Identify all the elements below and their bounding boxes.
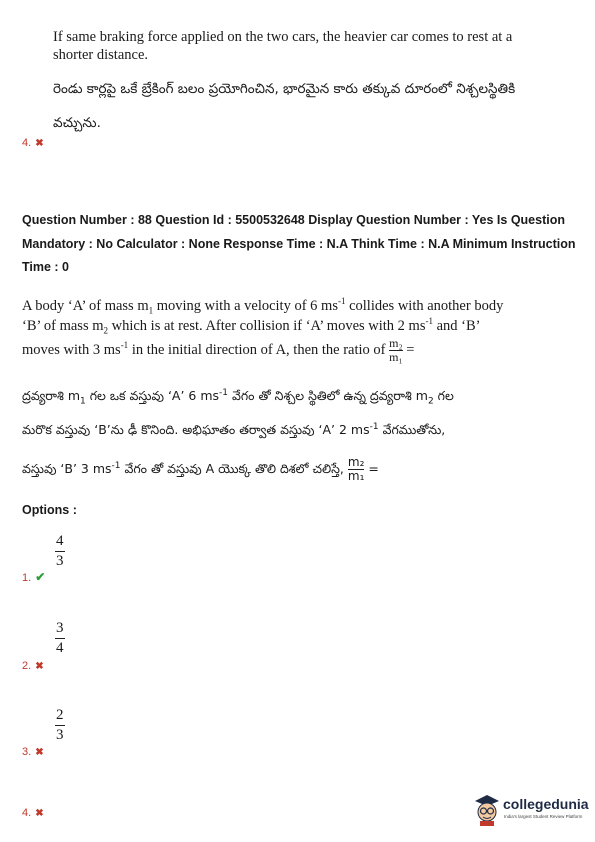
cross-icon: ✖ <box>35 808 44 819</box>
question-en-line3: moves with 3 $ms^{-1}$ in the initial direction of A, then the ratio of $\frac{\text{m₂}}{\text{m₁}}$ = <box>22 336 415 364</box>
logo-tagline: India's largest Student Review Platform <box>504 814 583 819</box>
check-icon: ✔ <box>35 570 46 584</box>
option-2-fraction: $\frac{3}{4}$ <box>56 620 64 656</box>
prev-answer-te-line2: వచ్చును. <box>53 115 101 131</box>
option-1-fraction: $\frac{4}{3}$ <box>56 533 64 569</box>
question-en-line1: A body ‘A’ of mass $m_1$ moving with a velocity of 6 $ms^{-1}$ collides with another body <box>22 296 504 316</box>
prev-answer-en-line2: shorter distance. <box>53 47 149 63</box>
question-meta-line2: Mandatory : No Calculator : None Response Time : N.A Think Time : N.A Minimum Instruction <box>22 237 576 251</box>
collegedunia-logo <box>472 793 590 829</box>
cross-icon: ✖ <box>35 747 44 758</box>
prev-answer-en-line1: If same braking force applied on the two cars, the heavier car comes to rest at a <box>53 29 513 45</box>
cross-icon: ✖ <box>35 661 44 672</box>
question-en-line2: ‘B’ of mass $m_2$ which is at rest. After collision if ‘A’ moves with 2 $ms^{-1}$ and ‘B’ <box>22 316 481 336</box>
option-3[interactable] <box>22 742 44 760</box>
option-number: 4. <box>22 137 32 149</box>
question-meta-line3: Time : 0 <box>22 260 70 274</box>
prev-option-4 <box>22 133 44 151</box>
question-te-line2: మరొక వస్తువు ‘B’ను ఢీ కొనింది. అభిఘాతం తర్వాత వస్తువు ‘A’ 2 $ms^{-1}$ వేగముతోను, <box>22 422 446 438</box>
option-number: 2. <box>22 660 32 672</box>
option-4[interactable] <box>22 803 44 821</box>
question-te-line1: ద్రవ్యరాశి $m_1$ గల ఒక వస్తువు ‘A’ 6 $ms^{-1}$ వేగం తో నిశ్చల స్థితిలో ఉన్న ద్రవ్యరాశి $m_2$ గల <box>22 388 454 407</box>
logo-brand: collegedunia <box>503 796 589 812</box>
option-number: 3. <box>22 746 32 758</box>
options-label: Options : <box>22 503 77 517</box>
prev-answer-te-line1: రెండు కార్లపై ఒకే బ్రేకింగ్ బలం ప్రయోగించిన, భారమైన కారు తక్కువ దూరంలో నిశ్చలస్థితికి <box>53 81 516 97</box>
mass-ratio-fraction: $\frac{\text{m₂}}{\text{m₁}}$ <box>389 336 403 364</box>
question-meta-line1: Question Number : 88 Question Id : 5500532648 Display Question Number : Yes Is Question <box>22 213 565 227</box>
option-number: 4. <box>22 807 32 819</box>
mascot-icon <box>472 794 502 826</box>
option-3-fraction: $\frac{2}{3}$ <box>56 707 64 743</box>
option-1[interactable] <box>22 568 45 586</box>
question-te-line3: వస్తువు ‘B’ 3 $ms^{-1}$ వేగం తో వస్తువు A యొక్క తొలి దిశలో చలిస్తే, $\frac{\text{m₂}}{\text{m₁}}$ = <box>22 455 379 483</box>
mass-ratio-fraction-te: $\frac{\text{m₂}}{\text{m₁}}$ <box>347 455 365 483</box>
option-number: 1. <box>22 572 32 584</box>
option-2[interactable] <box>22 656 44 674</box>
cross-icon: ✖ <box>35 138 44 149</box>
